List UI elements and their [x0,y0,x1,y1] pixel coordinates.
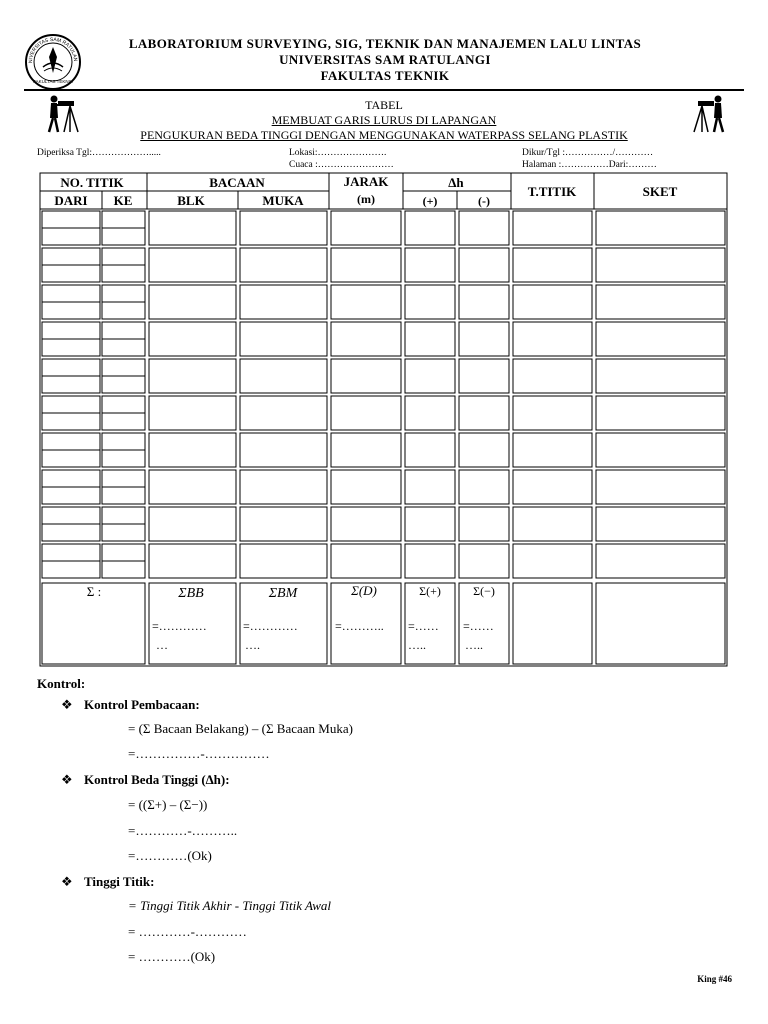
meta-lokasi: Lokasi:…………………. [289,148,387,158]
row-value-cell [331,470,401,504]
row-value-cell [596,433,725,467]
row-value-cell [240,359,327,393]
th-ke: KE [113,193,133,208]
row-ke-cell [102,302,145,319]
row-value-cell [459,211,509,245]
sum-sigma-label: Σ : [86,584,102,599]
sum-bm-value-2: …. [245,638,260,652]
row-value-cell [513,544,592,578]
th-blk: BLK [177,193,205,208]
sum-minus: Σ(−) [473,584,495,598]
th-sket: SKET [642,184,678,199]
row-value-cell [331,322,401,356]
row-value-cell [149,359,236,393]
tinggi-titik-title: Tinggi Titik: [84,874,155,889]
meta-dikur: Dikur/Tgl :……………/………… [522,148,654,158]
meta-cuaca: Cuaca :…………………… [289,160,394,170]
row-value-cell [149,322,236,356]
row-value-cell [240,248,327,282]
row-value-cell [331,285,401,319]
row-dari-cell [42,507,100,524]
row-ke-cell [102,561,145,578]
row-value-cell [405,433,455,467]
row-value-cell [240,211,327,245]
row-value-cell [513,433,592,467]
row-value-cell [149,396,236,430]
row-ke-cell [102,396,145,413]
row-ke-cell [102,211,145,228]
row-value-cell [331,433,401,467]
table-border [40,173,727,666]
kontrol-pembacaan-fill: =……………-…………… [128,746,270,761]
sum-cell [513,583,592,664]
row-dari-cell [42,376,100,393]
row-value-cell [513,248,592,282]
header-divider [24,89,744,91]
row-value-cell [459,544,509,578]
row-value-cell [513,507,592,541]
sum-cell [596,583,725,664]
sum-plus-value-2: ….. [408,638,426,652]
row-value-cell [405,285,455,319]
row-value-cell [405,211,455,245]
row-dari-cell [42,228,100,245]
row-dari-cell [42,265,100,282]
row-ke-cell [102,524,145,541]
logo-text-bottom: FAKULTAS TEKNIK [33,79,73,84]
row-value-cell [240,544,327,578]
row-value-cell [405,359,455,393]
row-dari-cell [42,524,100,541]
sum-bb-value-2: … [156,638,168,652]
row-ke-cell [102,359,145,376]
footer-page-label: King #46 [697,974,732,984]
row-value-cell [596,359,725,393]
th-dari: DARI [54,193,88,208]
tinggi-titik-ok: = …………(Ok) [128,949,216,964]
row-value-cell [513,211,592,245]
row-value-cell [596,285,725,319]
row-dari-cell [42,413,100,430]
row-value-cell [331,507,401,541]
row-dari-cell [42,248,100,265]
row-value-cell [240,470,327,504]
row-ke-cell [102,339,145,356]
row-value-cell [513,359,592,393]
row-value-cell [149,470,236,504]
row-value-cell [331,359,401,393]
row-value-cell [513,285,592,319]
row-dari-cell [42,322,100,339]
row-ke-cell [102,265,145,282]
row-value-cell [331,211,401,245]
row-value-cell [459,396,509,430]
row-dari-cell [42,396,100,413]
university-logo [24,33,82,91]
row-value-cell [405,470,455,504]
th-t-titik: T.TITIK [527,184,577,199]
title-tabel: TABEL [365,98,403,112]
sum-minus-value: =…… [463,619,494,633]
row-value-cell [513,470,592,504]
surveyor-icon-right [688,94,728,134]
th-jarak: JARAK [343,174,389,189]
row-value-cell [596,507,725,541]
diamond-bullet-icon: ❖ [61,697,73,712]
surveyor-icon-left [44,94,84,134]
kontrol-pembacaan-title: Kontrol Pembacaan: [84,697,200,712]
row-value-cell [513,322,592,356]
kontrol-beda-tinggi-formula: = ((Σ+) – (Σ−)) [128,797,208,812]
row-value-cell [240,285,327,319]
row-ke-cell [102,544,145,561]
diamond-bullet-icon: ❖ [61,772,73,787]
th-no-titik: NO. TITIK [60,175,124,190]
row-ke-cell [102,376,145,393]
tinggi-titik-formula: = Tinggi Titik Akhir - Tinggi Titik Awal [128,898,331,913]
sum-bm: ΣBM [268,586,298,601]
row-value-cell [149,507,236,541]
sum-bm-value: =………… [243,619,298,633]
kontrol-beda-tinggi-ok: =…………(Ok) [128,848,212,863]
th-delta-h: ∆h [448,175,464,190]
row-value-cell [149,248,236,282]
row-value-cell [459,433,509,467]
th-muka: MUKA [262,193,304,208]
row-value-cell [596,396,725,430]
kontrol-beda-tinggi-fill: =…………-……….. [128,823,238,838]
kontrol-pembacaan-formula: = (Σ Bacaan Belakang) – (Σ Bacaan Muka) [128,721,353,736]
row-dari-cell [42,450,100,467]
row-dari-cell [42,359,100,376]
sum-bb-value: =………… [152,619,207,633]
row-ke-cell [102,487,145,504]
row-value-cell [405,544,455,578]
row-ke-cell [102,413,145,430]
row-ke-cell [102,285,145,302]
sum-plus-value: =…… [408,619,439,633]
row-value-cell [240,322,327,356]
row-ke-cell [102,322,145,339]
row-value-cell [596,470,725,504]
row-value-cell [459,359,509,393]
row-value-cell [405,248,455,282]
th-plus: (+) [422,194,438,208]
row-dari-cell [42,285,100,302]
header-lab: LABORATORIUM SURVEYING, SIG, TEKNIK DAN MANAJEMEN LALU LINTAS [128,36,642,51]
kontrol-title: Kontrol: [37,676,86,691]
th-minus: (-) [478,194,490,208]
row-value-cell [596,248,725,282]
kontrol-beda-tinggi-title: Kontrol Beda Tinggi (∆h): [84,772,230,787]
row-value-cell [596,211,725,245]
row-value-cell [459,322,509,356]
sum-plus: Σ(+) [419,584,441,598]
row-value-cell [240,507,327,541]
title-subtitle-1: MEMBUAT GARIS LURUS DI LAPANGAN [271,113,497,127]
header-faculty: FAKULTAS TEKNIK [320,68,450,83]
row-dari-cell [42,544,100,561]
row-value-cell [459,507,509,541]
row-value-cell [596,544,725,578]
row-value-cell [240,433,327,467]
header-university: UNIVERSITAS SAM RATULANGI [279,52,491,67]
th-bacaan: BACAAN [209,175,265,190]
sum-d-value: =……….. [335,619,384,633]
sum-bb: ΣBB [178,586,204,601]
tinggi-titik-fill: = …………-………… [128,924,247,939]
row-ke-cell [102,450,145,467]
row-value-cell [331,396,401,430]
row-value-cell [405,322,455,356]
row-ke-cell [102,507,145,524]
row-ke-cell [102,433,145,450]
row-value-cell [149,211,236,245]
row-value-cell [149,433,236,467]
row-dari-cell [42,470,100,487]
row-dari-cell [42,433,100,450]
row-dari-cell [42,339,100,356]
row-value-cell [405,396,455,430]
title-subtitle-2: PENGUKURAN BEDA TINGGI DENGAN MENGGUNAKAN WATERPASS SELANG PLASTIK [140,128,628,142]
row-value-cell [331,248,401,282]
row-ke-cell [102,248,145,265]
row-ke-cell [102,470,145,487]
row-value-cell [459,470,509,504]
row-value-cell [149,544,236,578]
row-value-cell [459,248,509,282]
th-jarak-unit: (m) [357,192,375,206]
meta-diperiksa: Diperiksa Tgl:………………..... [37,148,161,158]
logo-text-top: NIVERSITAS SAM RATULAN [27,36,79,64]
row-value-cell [331,544,401,578]
row-value-cell [149,285,236,319]
meta-halaman: Halaman :……………Dari:……… [522,160,657,170]
row-dari-cell [42,211,100,228]
row-dari-cell [42,561,100,578]
diamond-bullet-icon: ❖ [61,874,73,889]
row-value-cell [459,285,509,319]
row-ke-cell [102,228,145,245]
row-dari-cell [42,302,100,319]
row-value-cell [405,507,455,541]
row-value-cell [596,322,725,356]
row-value-cell [513,396,592,430]
row-value-cell [240,396,327,430]
measurement-table [39,172,729,668]
sum-d: Σ(D) [351,583,377,598]
row-dari-cell [42,487,100,504]
sum-minus-value-2: ….. [465,638,483,652]
